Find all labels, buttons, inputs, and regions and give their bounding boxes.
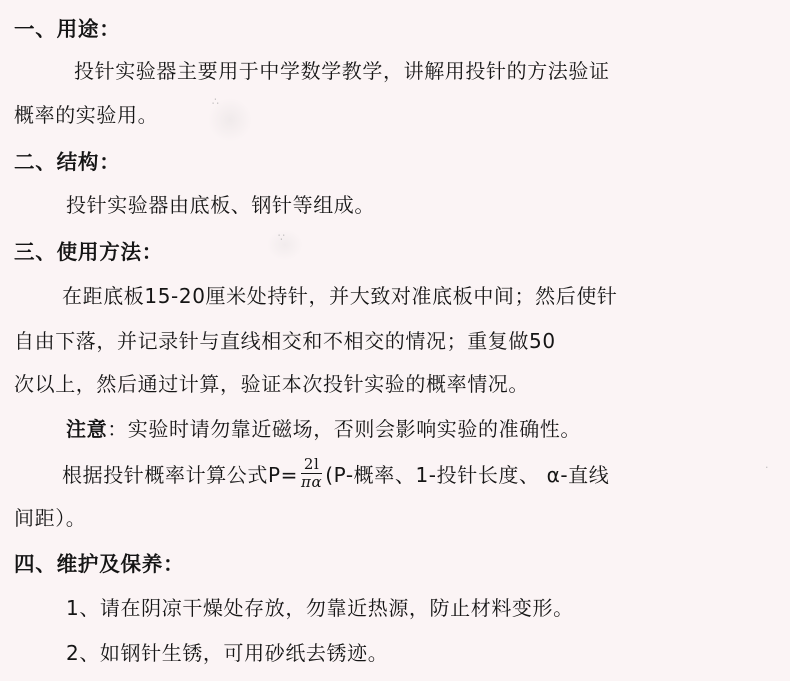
usage-text-line-2: 概率的实验用。 <box>14 103 159 127</box>
section-heading-maintenance: 四、维护及保养： <box>14 552 185 576</box>
method-text-line-2: 自由下落，并记录针与直线相交和不相交的情况；重复做50 <box>14 329 556 353</box>
note-text: ：实验时请勿靠近磁场，否则会影响实验的准确性。 <box>107 417 582 441</box>
formula-fraction <box>301 457 322 490</box>
formula-prefix: 根据投针概率计算公式P= <box>62 463 299 487</box>
usage-text-line-1: 投针实验器主要用于中学数学教学，讲解用投针的方法验证 <box>74 59 610 83</box>
formula-line-1 <box>62 455 610 493</box>
note-line <box>66 416 581 442</box>
formula-line-2: 间距）。 <box>14 506 87 530</box>
section-heading-usage: 一、用途： <box>14 17 121 41</box>
scan-speckle: ∴ <box>212 95 219 108</box>
scan-speckle: ∵ <box>278 231 285 244</box>
section-heading-method: 三、使用方法： <box>14 240 164 264</box>
structure-text-line-1: 投针实验器由底板、钢针等组成。 <box>66 193 375 217</box>
method-text-line-1: 在距底板15-20厘米处持针，并大致对准底板中间；然后使针 <box>62 284 618 308</box>
scan-speckle: · <box>765 461 769 474</box>
maintenance-item-1: 1、请在阴凉干燥处存放，勿靠近热源，防止材料变形。 <box>66 596 574 620</box>
formula-denominator: πα <box>301 473 323 491</box>
formula-suffix: (P-概率、1-投针长度、 α-直线 <box>325 463 610 487</box>
method-text-line-3: 次以上，然后通过计算，验证本次投针实验的概率情况。 <box>14 372 529 396</box>
formula-numerator: 2l <box>301 457 322 474</box>
section-heading-structure: 二、结构： <box>14 150 121 174</box>
maintenance-item-2: 2、如钢针生锈，可用砂纸去锈迹。 <box>66 641 389 665</box>
note-label: 注意 <box>66 417 108 441</box>
